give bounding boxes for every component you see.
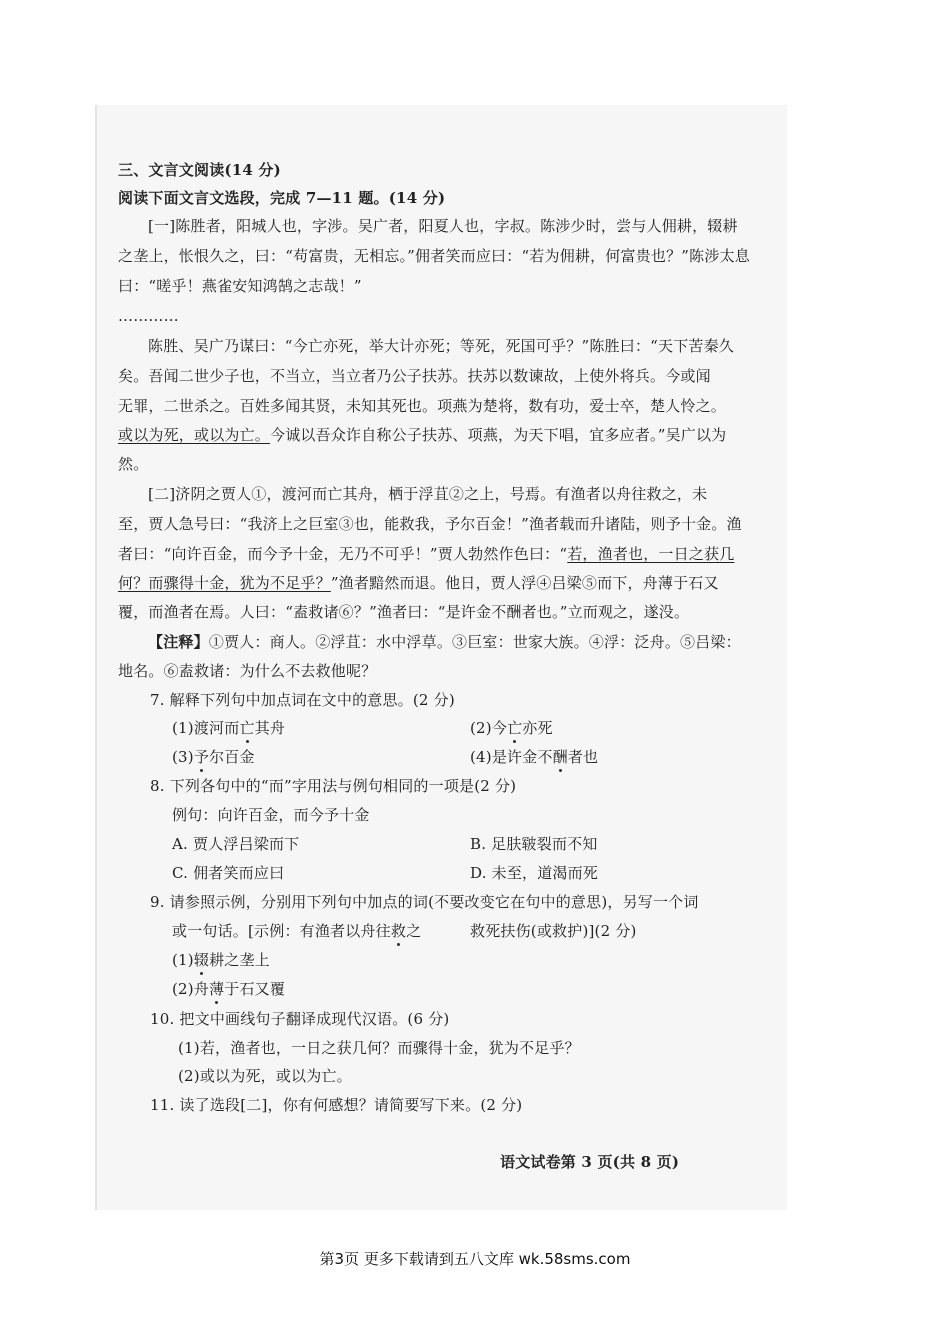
passage2-line: [二]济阴之贾人①，渡河而亡其舟，栖于浮苴②之上，号焉。有渔者以舟往救之，未 [148, 485, 708, 503]
section-heading: 三、文言文阅读(14 分) [118, 161, 281, 179]
question-9-stem: 9. 请参照示例，分别用下列句中加点的词(不要改变它在句中的意思)，另写一个词 [150, 893, 699, 911]
notes-line: 地名。⑥盍救诸：为什么不去救他呢？ [118, 662, 377, 680]
passage1b-line: 或以为死，或以为亡。今诚以吾众诈自称公子扶苏、项燕，为天下唱，宜多应者。”吴广以为 [118, 426, 727, 444]
q9-option-2: (2)舟薄于石又覆 [172, 980, 286, 998]
footer-text: 第3页 更多下载请到五八文库 wk.58sms.com [319, 1250, 631, 1268]
passage2-line: 者曰：“向许百金，而今予十金，无乃不可乎！”贾人勃然作色曰：“若，渔者也，一日之获几 [118, 545, 735, 563]
passage2-line: 覆，而渔者在焉。人曰：“盍救诸⑥？”渔者曰：“是许金不酬者也。”立而观之，遂没。 [118, 603, 690, 621]
dotted-word: 亡 [507, 719, 523, 737]
dotted-word: 亡 [239, 719, 255, 737]
passage1b-line: 然。 [118, 455, 149, 473]
dotted-word: 辍 [193, 951, 210, 969]
passage2-line: 至，贾人急号曰：“我济上之巨室③也，能救我，予尔百金！”渔者载而升诸陆，则予十金。渔 [118, 515, 742, 533]
ellipsis: ………… [118, 307, 179, 325]
dotted-word: 酬 [552, 748, 568, 766]
notes-line: 【注释】①贾人：商人。②浮苴：水中浮草。③巨室：世家大族。④浮：泛舟。⑤吕梁： [148, 633, 741, 651]
q7-option-2: (2)今亡亦死 [470, 719, 553, 737]
q9-option-1: (1)辍耕之垄上 [172, 951, 270, 969]
instruction: 阅读下面文言文选段，完成 7—11 题。(14 分) [118, 189, 446, 207]
question-8-stem: 8. 下列各句中的“而”字用法与例句相同的一项是(2 分) [150, 777, 517, 795]
q9-example-line: 或一句话。[示例：有渔者以舟往救之 [172, 922, 422, 940]
q8-option-a: A. 贾人浮吕梁而下 [172, 835, 300, 853]
dotted-word: 救 [390, 922, 407, 940]
passage1-line: [一]陈胜者，阳城人也，字涉。吴广者，阳夏人也，字叔。陈涉少时，尝与人佣耕，辍耕 [148, 217, 738, 235]
q9-example-answer: 救死扶伤(或救护)](2 分) [470, 922, 637, 940]
q7-option-4: (4)是许金不酬者也 [470, 748, 599, 766]
q8-option-d: D. 未至，道渴而死 [470, 864, 599, 882]
underlined-sentence: 何？而骤得十金，犹为不足乎？ [118, 574, 331, 592]
passage1-line: 曰：“嗟乎！燕雀安知鸿鹄之志哉！” [118, 277, 362, 295]
question-7-stem: 7. 解释下列句中加点词在文中的意思。(2 分) [150, 691, 455, 709]
passage1b-line: 无罪，二世杀之。百姓多闻其贤，未知其死也。项燕为楚将，数有功，爱士卒，楚人怜之。 [118, 397, 727, 415]
passage1b-line: 矣。吾闻二世少子也，不当立，当立者乃公子扶苏。扶苏以数谏故，上使外将兵。今或闻 [118, 367, 711, 385]
q10-sentence-2: (2)或以为死，或以为亡。 [178, 1067, 352, 1085]
q8-option-c: C. 佣者笑而应曰 [172, 864, 285, 882]
notes-label: 【注释】 [148, 633, 209, 651]
dotted-word: 予 [193, 748, 210, 766]
q8-option-b: B. 足肤皲裂而不知 [470, 835, 598, 853]
underlined-sentence: 若，渔者也，一日之获几 [567, 545, 735, 563]
q10-sentence-1: (1)若，渔者也，一日之获几何？而骤得十金，犹为不足乎？ [178, 1039, 580, 1057]
question-11-stem: 11. 读了选段[二]，你有何感想？请简要写下来。(2 分) [150, 1096, 523, 1114]
page-label: 语文试卷第 3 页(共 8 页) [500, 1153, 680, 1171]
q8-example: 例句：向许百金，而今予十金 [172, 806, 370, 824]
passage2-line: 何？而骤得十金，犹为不足乎？”渔者黯然而退。他日，贾人浮④吕梁⑤而下，舟薄于石又 [118, 574, 719, 592]
passage1b-line: 陈胜、吴广乃谋曰：“今亡亦死，举大计亦死；等死，死国可乎？”陈胜曰：“天下苦秦久 [148, 337, 735, 355]
passage1-line: 之垄上，怅恨久之，曰：“苟富贵，无相忘。”佣者笑而应曰：“若为佣耕，何富贵也？”陈涉太息 [118, 247, 750, 265]
dotted-word: 薄 [209, 980, 225, 998]
q7-option-3: (3)予尔百金 [172, 748, 255, 766]
question-10-stem: 10. 把文中画线句子翻译成现代汉语。(6 分) [150, 1010, 450, 1028]
q7-option-1: (1)渡河而亡其舟 [172, 719, 286, 737]
underlined-sentence: 或以为死，或以为亡。 [118, 426, 271, 444]
